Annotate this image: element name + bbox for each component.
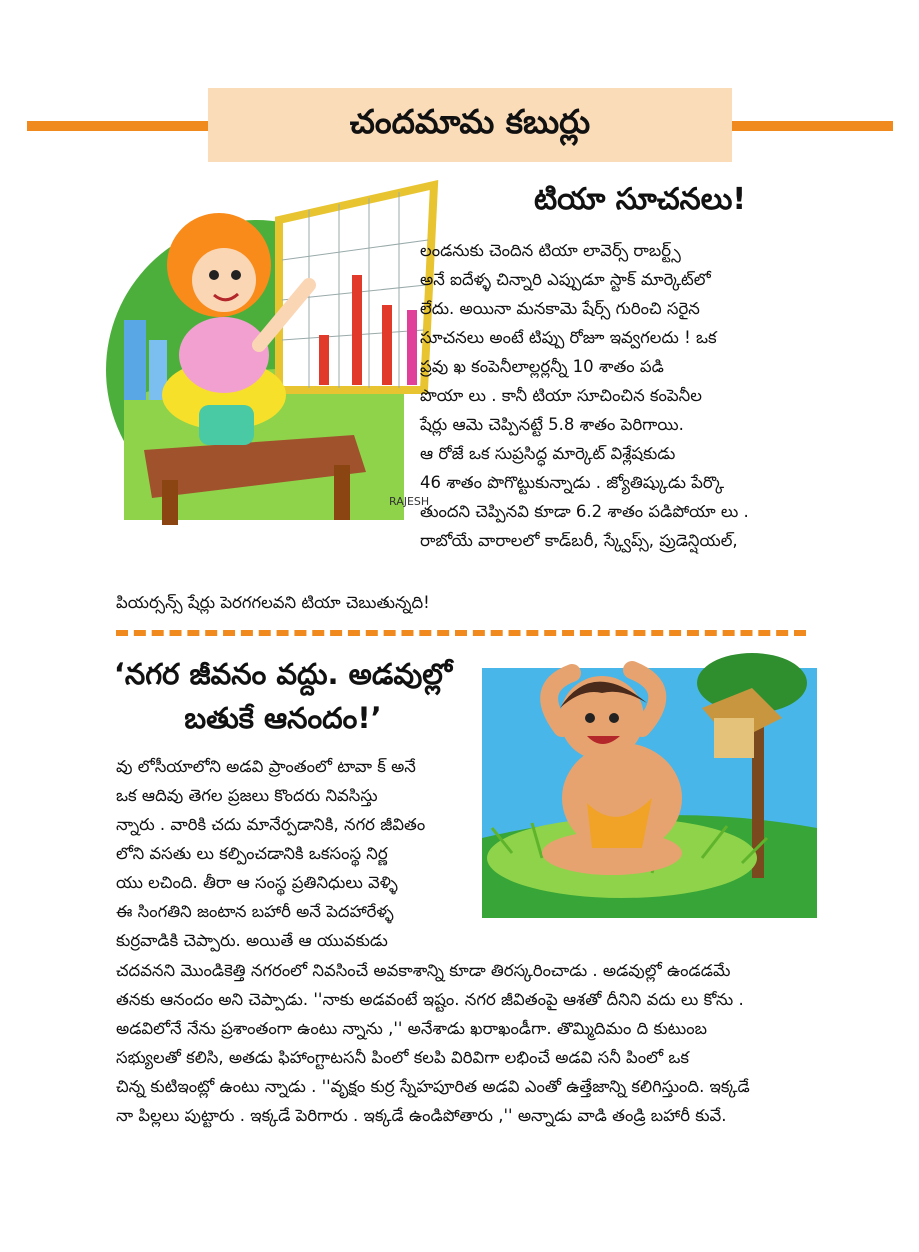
section-divider (116, 630, 806, 636)
text-line: కుర్రవాడికి చెప్పారు. అయితే ఆ యువకుడు (116, 931, 388, 950)
text-line: ఒక ఆదివు తెగల ప్రజలు కొందరు నివసిస్తు (116, 786, 378, 805)
heading-line: బతుకే ఆనందం!’ (184, 701, 382, 735)
text-line: సభ్యులతో కలిసి, అతడు ఫిహాంగ్టాటసనీ పింలో కలపి విరివిగా లభించే అడవి సనీ పింలో ఒక (116, 1048, 690, 1067)
text-line: రాబోయే వారాలలో కాడ్‌బరీ, స్క్వేప్స్, ప్రుడెన్షియల్, (420, 531, 738, 550)
text-line: లేదు. అయినా మనకామె షేర్స్ గురించి సరైన (420, 299, 700, 318)
text-line: న్నారు . వారికి చదు మానేర్పడానికి, నగర జీవితం (116, 815, 426, 834)
article-heading-tia: టియా సూచనలు! (533, 182, 747, 217)
text-line: ఆ రోజే ఒక సుప్రసిద్ధ మార్కెట్ విశ్లేషకుడు (420, 444, 676, 463)
text-line: లోని వసతు లు కల్పించడానికి ఒకసంస్థ నిర్ణ (116, 844, 388, 863)
text-line: 46 శాతం పొగొట్టుకున్నాడు . జ్యోతిష్కుడు పేర్కొ (420, 473, 725, 492)
article-heading-city-life (108, 652, 458, 740)
article-body-city-life-wide (116, 956, 806, 1130)
text-line: చిన్న కుటిఇంట్లో ఉంటు న్నాడు . ''వృక్షం కుర్ర స్నేహపూరిత అడవి ఎంతో ఉత్తేజాన్ని కలిగిస్తుంది. ఇక్కడే (116, 1077, 750, 1096)
text-line: వు లోసీయాలోని అడవి ప్రాంతంలో టావా క్ అనే (116, 757, 416, 776)
text-line: నా పిల్లలు పుట్టారు . ఇక్కడే పెరిగారు . ఇక్కడే ఉండిపోతారు ,'' అన్నాడు వాడి తండ్రి బహారీ కువే. (116, 1106, 727, 1125)
article-body-city-life (116, 752, 456, 955)
text-line: అనే ఐదేళ్ళ చిన్నారి ఎప్పుడూ స్టాక్ మార్కెట్‌లో (420, 270, 711, 289)
heading-line: ‘నగర జీవనం వద్దు. అడవుల్లో (113, 657, 453, 691)
header-rule-left (27, 121, 211, 131)
text-line: సూచనలు అంటే టిప్పు రోజూ ఇవ్వగలదు ! ఒక (420, 328, 717, 347)
header-rule-right (731, 121, 893, 131)
page-title: చందమామ కబుర్లు (208, 88, 732, 162)
text-line: ప్రవు ఖ కంపెనీలాల్లర్లన్నీ 10 శాతం పడి (420, 357, 664, 376)
girl-at-stock-chart-illustration (104, 180, 444, 538)
text-line: అడవిలోనే నేను ప్రశాంతంగా ఉంటు న్నాను ,'' అనేశాడు ఖరాఖండీగా. తొమ్మిదిమం ది కుటుంబ (116, 1019, 707, 1038)
tribal-boy-in-grass-illustration (452, 648, 824, 920)
text-line: షేర్లు ఆమె చెప్పినట్టే 5.8 శాతం పెరిగాయి. (420, 415, 684, 434)
article-body-tia (420, 236, 810, 555)
article-body-tia-wide: పియర్సన్స్ షేర్లు పెరగగలవని టియా చెబుతున్నది! (116, 593, 430, 612)
svg-text:RAJESH: RAJESH (389, 495, 430, 508)
text-line: చదవనని మొండికెత్తి నగరంలో నివసించే అవకాశాన్ని కూడా తిరస్కరించాడు . అడవుల్లో ఉండడమే (116, 961, 731, 980)
text-line: ఈ సింగతిని జంటాన బహారీ అనే పెదహారేళ్ళ (116, 902, 394, 921)
text-line: తుందని చెప్పినవి కూడా 6.2 శాతం పడిపోయా లు . (420, 502, 749, 521)
text-line: తనకు ఆనందం అని చెప్పాడు. ''నాకు అడవంటే ఇష్టం. నగర జీవితంపై ఆశతో దీనిని వదు లు కోను . (116, 990, 744, 1009)
text-line: యు లచింది. తీరా ఆ సంస్థ ప్రతినిధులు వెళ్ళి (116, 873, 398, 892)
text-line: లండనుకు చెందిన టియా లావెర్స్ రాబర్ట్స్ (420, 241, 681, 260)
text-line: పొయా లు . కానీ టియా సూచించిన కంపెనీల (420, 386, 702, 405)
